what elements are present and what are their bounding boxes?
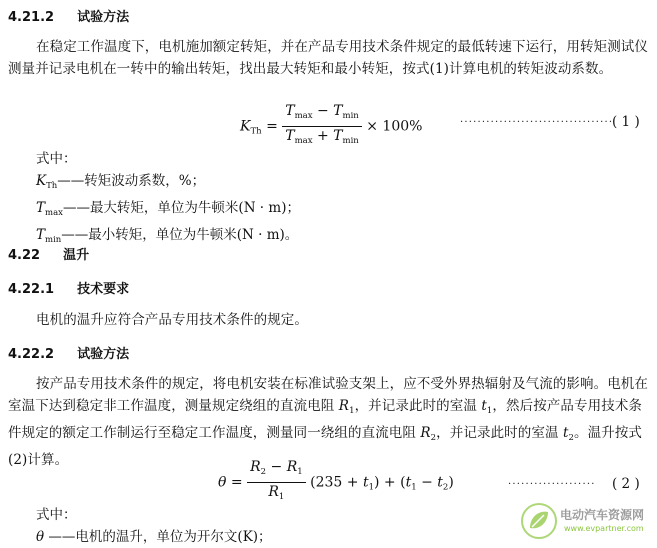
section-number: 4.22 [8, 248, 41, 263]
formula-fraction [282, 103, 362, 150]
where-label: 式中： [36, 507, 77, 523]
watermark-name: 电动汽车资源网 [560, 508, 645, 522]
where-item: $T_{max}——$最大转矩，单位为牛顿米(N · m)； [36, 200, 300, 218]
watermark-url: www.evpartner.com [564, 524, 644, 533]
formula-2-leader-dots: ···················· [508, 479, 596, 490]
section-heading-4-22-2 [8, 343, 129, 362]
section-heading-4-21-2 [8, 6, 129, 25]
formula-lhs: θ [218, 474, 227, 491]
where-item: $T_{min}——$最小转矩，单位为牛顿米(N · m)。 [36, 227, 299, 245]
formula-eq: = [230, 474, 243, 491]
fraction-denominator: $T_{max} + T_{min}$ [285, 128, 359, 146]
formula-1-leader-dots: ··································· [460, 117, 614, 128]
formula-2: θ = $\frac{R_2 - R_1}{R_1}$ $(235 + t_1) + (t_1 - t_2)$ [218, 459, 454, 506]
formula-2-number: ( 2 ) [612, 476, 640, 492]
where-list-2 [36, 504, 272, 548]
fraction-numerator: $R_2 - R_1$ [247, 459, 306, 483]
watermark [520, 500, 655, 542]
paragraph-torque-method: 在稳定工作温度下，电机施加额定转矩，并在产品专用技术条件规定的最低转速下运行，用转矩测试仪测量并记录电机在一转中的输出转矩，找出最大转矩和最小转矩，按式(1)计算电机的转矩波动系数。 [8, 39, 648, 77]
section-heading-4-22 [8, 244, 89, 263]
formula-1-number: ( 1 ) [612, 114, 640, 130]
section-heading-4-22-1 [8, 278, 129, 297]
where-item: θ ——电机的温升，单位为开尔文(K)； [36, 529, 272, 545]
formula-lhs-sub: Th [250, 126, 262, 137]
formula-eq: = [266, 118, 278, 135]
where-item: $K_{Th}——$转矩波动系数，%； [36, 173, 206, 191]
section-number: 4.22.1 [8, 282, 55, 297]
section-title: 试验方法 [77, 347, 130, 362]
fraction-numerator: $T_{max} - T_{min}$ [282, 103, 362, 127]
section-title: 技术要求 [77, 282, 130, 297]
section-number: 4.22.2 [8, 347, 55, 362]
formula-lhs: K [240, 118, 251, 135]
leaf-logo-icon [520, 502, 558, 540]
fraction-denominator: $R_1$ [268, 484, 285, 502]
where-list-1 [36, 148, 300, 251]
section-title: 试验方法 [77, 10, 130, 25]
paragraph-temp-rise-req: 电机的温升应符合产品专用技术条件的规定。 [36, 312, 308, 328]
formula-fraction [247, 459, 306, 506]
where-label: 式中： [36, 151, 77, 167]
section-number: 4.21.2 [8, 10, 55, 25]
section-title: 温升 [63, 248, 90, 263]
formula-1 [240, 103, 422, 150]
formula-tail: × 100% [366, 118, 423, 135]
paragraph-temp-rise-method: 按产品专用技术条件的规定，将电机安装在标准试验支架上，应不受外界热辐射及气流的影响。电机在室温下达到稳定非工作温度，测量规定绕组的直流电阻 $R_1$，并记录此时的室温 $t_1$，然后按产品专用技术条件规定的额定工作制运行至稳定工作温度，测量同一绕组的直流电阻 $R_2$，并记录此时的室温 $t_2$。温升按式(2)计算。 [8, 376, 648, 468]
